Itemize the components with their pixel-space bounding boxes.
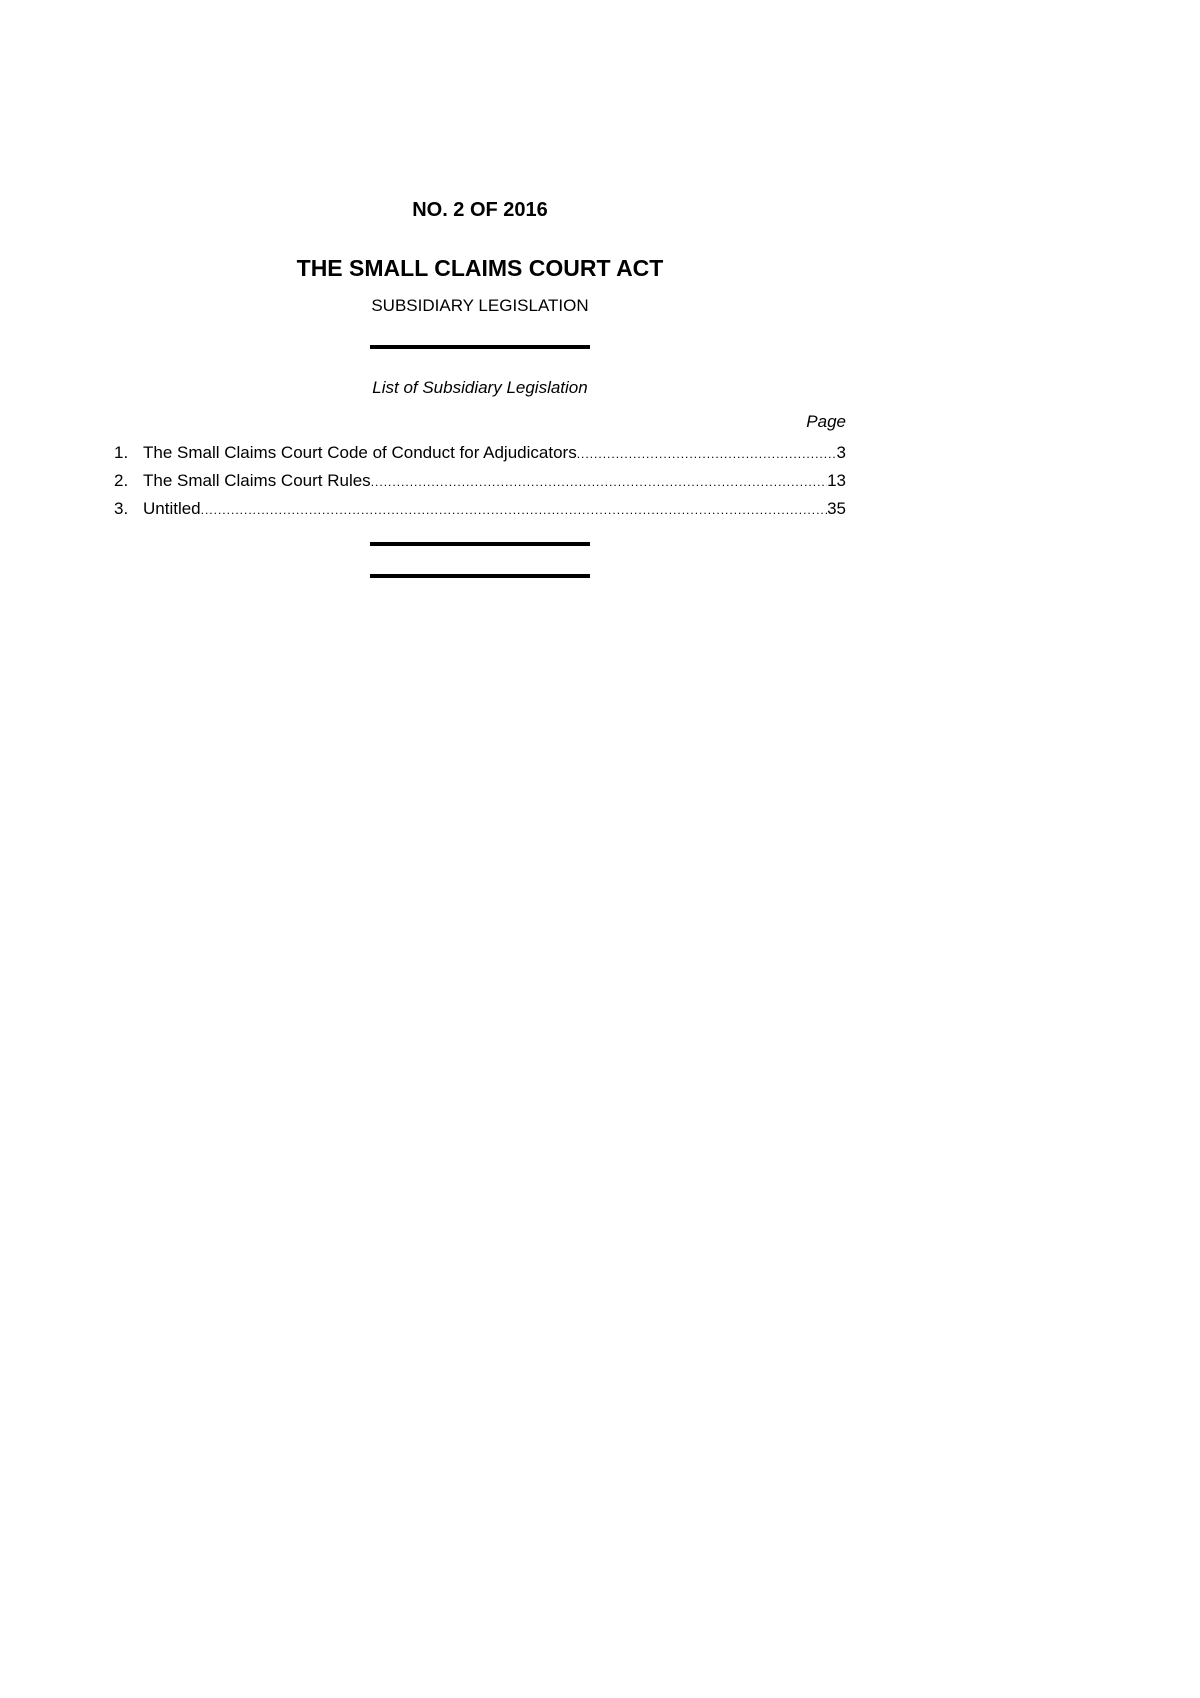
- toc-entry-page: 13: [827, 471, 846, 490]
- table-of-contents: [114, 439, 846, 523]
- toc-entry-page: 3: [836, 443, 846, 462]
- toc-entry: [114, 495, 846, 523]
- list-heading: List of Subsidiary Legislation: [372, 378, 588, 397]
- toc-entry: [114, 439, 846, 467]
- subsidiary-legislation-subtitle: SUBSIDIARY LEGISLATION: [371, 296, 589, 315]
- toc-entry-number: 3.: [114, 499, 129, 518]
- toc-entry-number: 1.: [114, 443, 129, 462]
- toc-entry-title: The Small Claims Court Rules: [143, 471, 371, 490]
- divider-rule-top: [370, 345, 590, 349]
- divider-rule-bottom: [370, 542, 590, 546]
- toc-entry-page: 35: [827, 499, 846, 518]
- toc-dot-leader: [577, 440, 837, 467]
- toc-dot-leader: [201, 496, 827, 523]
- divider-rule-bottom: [370, 574, 590, 578]
- toc-entry-title: Untitled: [143, 499, 201, 518]
- toc-entry: [114, 467, 846, 495]
- toc-entry-number: 2.: [114, 471, 129, 490]
- act-title: THE SMALL CLAIMS COURT ACT: [296, 255, 664, 281]
- toc-dot-leader: [371, 468, 827, 495]
- act-number: NO. 2 OF 2016: [412, 199, 548, 221]
- toc-entry-title: The Small Claims Court Code of Conduct for Adjudicators: [143, 443, 577, 462]
- page-column-label: Page: [806, 412, 846, 431]
